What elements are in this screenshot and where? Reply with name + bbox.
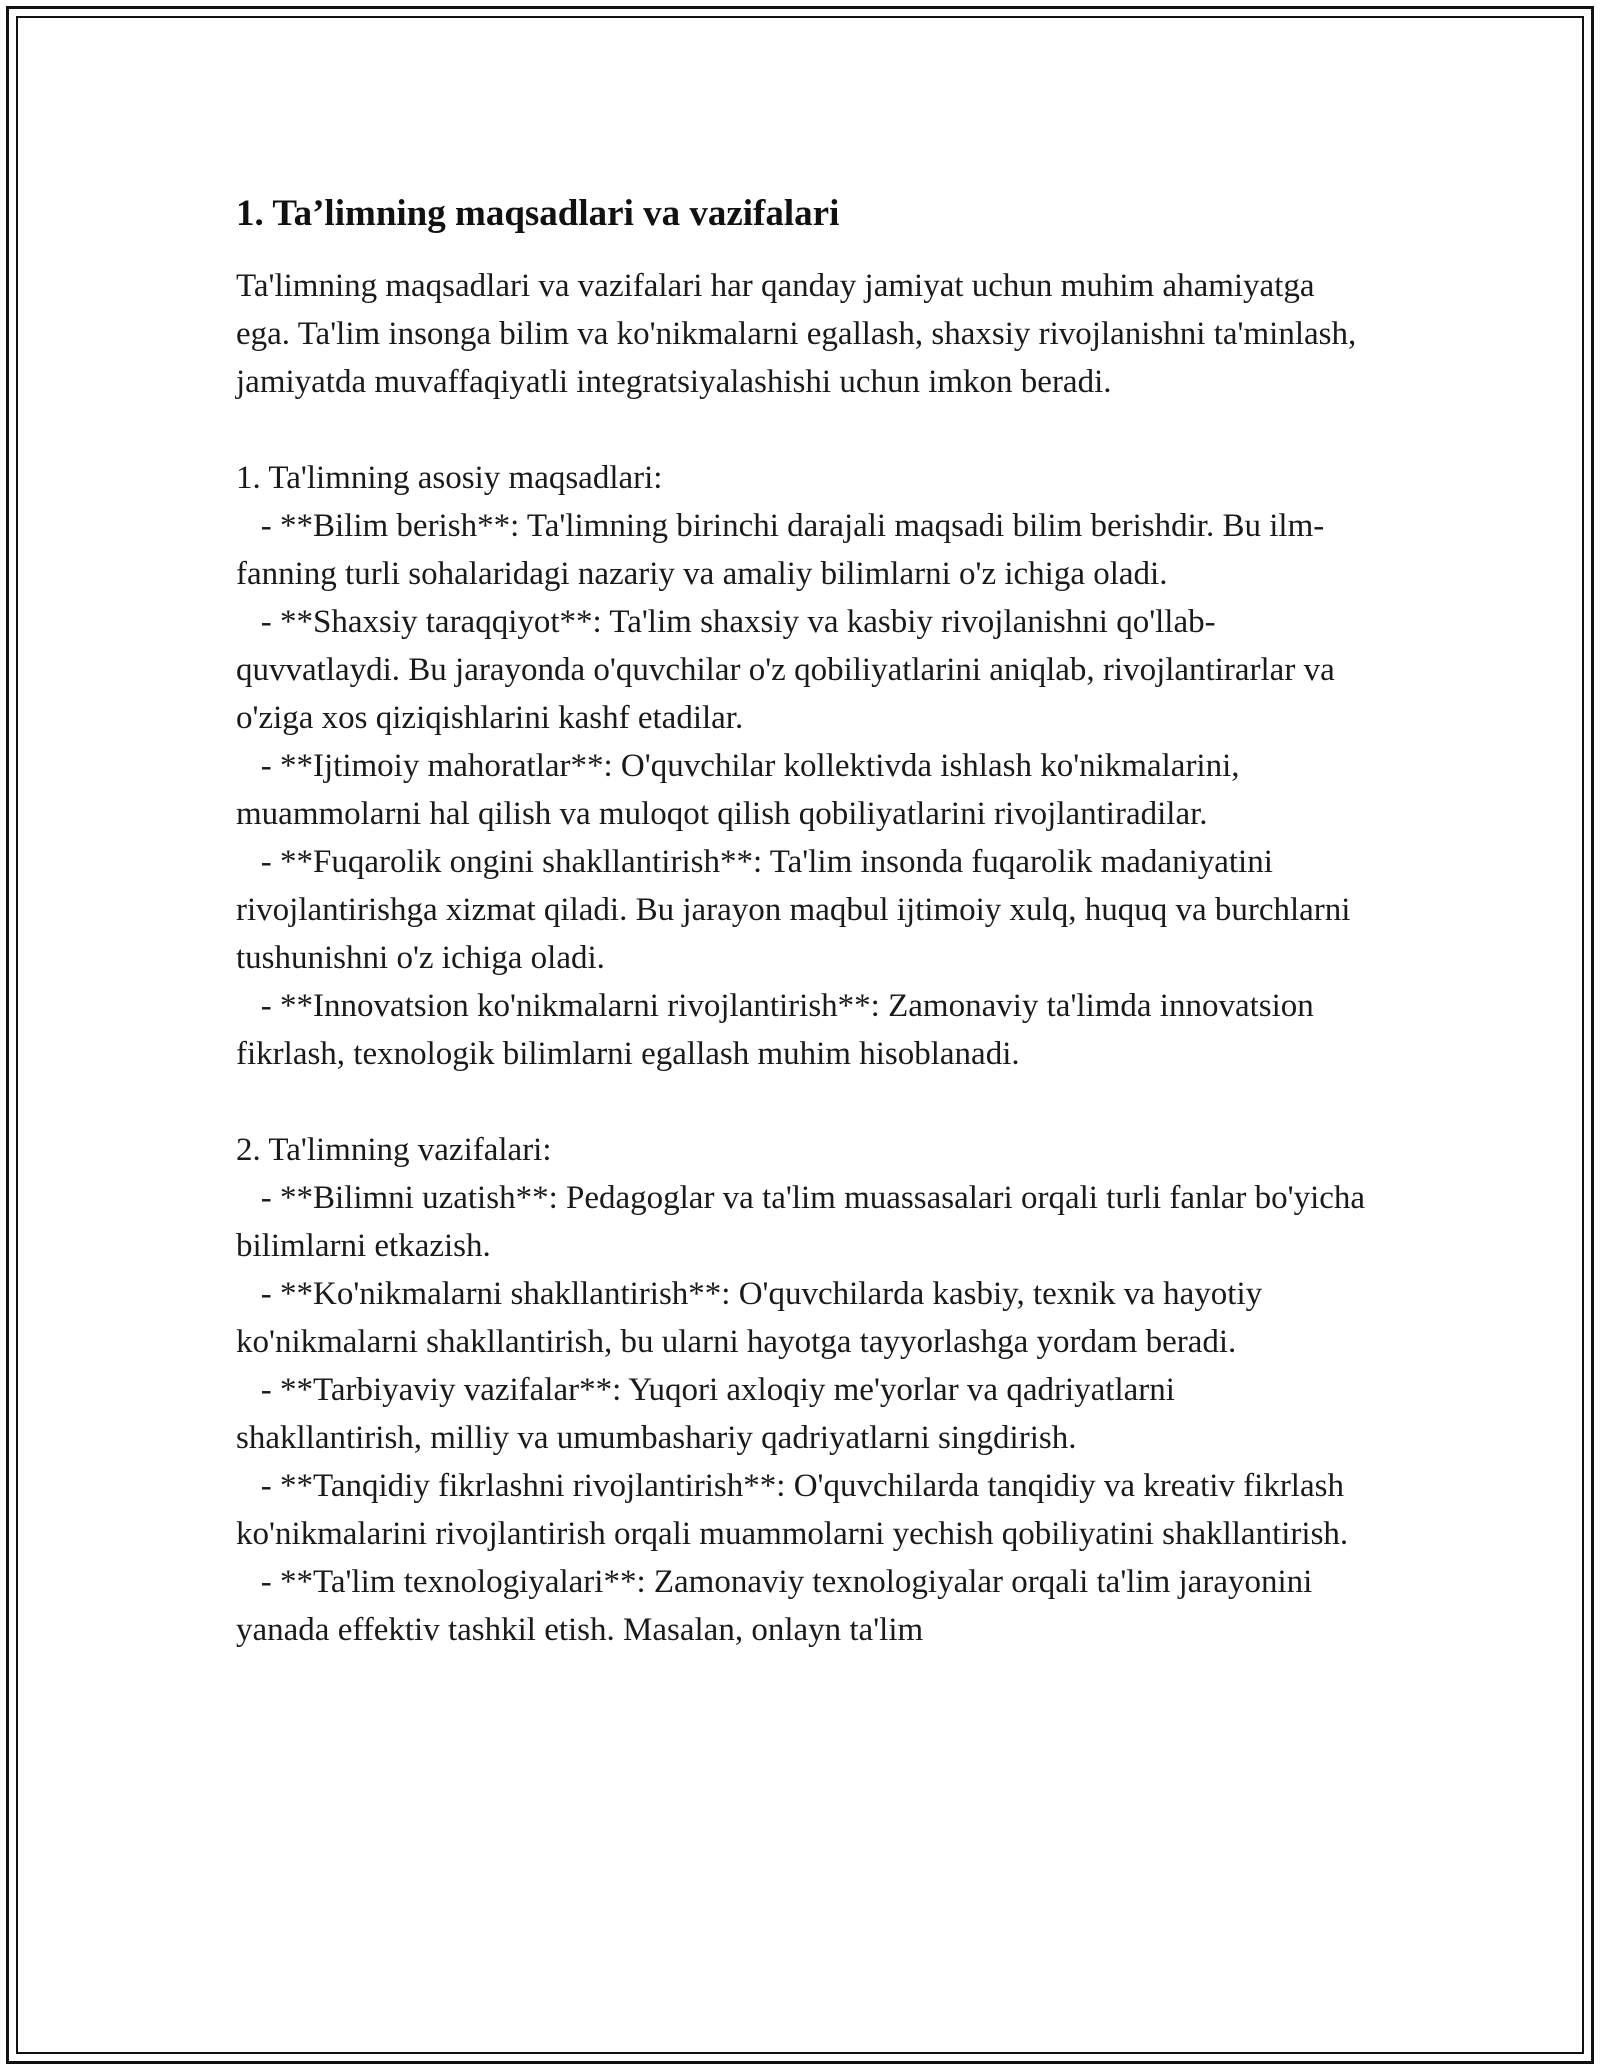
list-item: - **Ko'nikmalarni shakllantirish**: O'quvchilarda kasbiy, texnik va hayotiy ko'nikmalarni shakllantirish, bu ularni hayotga tayyorlashga yordam beradi. — [236, 1276, 1271, 1360]
paragraph-spacer — [236, 406, 1366, 454]
section1-title: 1. Ta'limning asosiy maqsadlari: — [236, 460, 663, 496]
list-item: - **Tarbiyaviy vazifalar**: Yuqori axloqiy me'yorlar va qadriyatlarni shakllantirish, milliy va umumbashariy qadriyatlarni singdirish. — [236, 1372, 1184, 1456]
list-item: - **Tanqidiy fikrlashni rivojlantirish**: O'quvchilarda tanqidiy va kreativ fikrlash ko'nikmalarini rivojlantirish orqali muammolarni yechish qobiliyatini shakllantirish. — [236, 1468, 1353, 1552]
document-body — [236, 186, 1374, 1654]
list-item: - **Innovatsion ko'nikmalarni rivojlantirish**: Zamonaviy ta'limda innovatsion fikrlash, texnologik bilimlarni egallash muhim hisoblanadi. — [236, 988, 1323, 1072]
list-item: - **Fuqarolik ongini shakllantirish**: Ta'lim insonda fuqarolik madaniyatini rivojlantirishga xizmat qiladi. Bu jarayon maqbul ijtimoiy xulq, huquq va burchlarni tushunishni o'z ichiga oladi. — [236, 844, 1359, 976]
list-item: - **Bilimni uzatish**: Pedagoglar va ta'lim muassasalari orqali turli fanlar bo'yicha bilimlarni etkazish. — [236, 1180, 1374, 1264]
intro-paragraph: Ta'limning maqsadlari va vazifalari har qanday jamiyat uchun muhim ahamiyatga ega. Ta'lim insonga bilim va ko'nikmalarni egallash, shaxsiy rivojlanishni ta'minlash, jamiyatda muvaffaqiyatli integratsiyalashishi uchun imkon beradi. — [236, 268, 1365, 400]
list-item: - **Bilim berish**: Ta'limning birinchi darajali maqsadi bilim berishdir. Bu ilm-fanning turli sohalaridagi nazariy va amaliy bilimlarni o'z ichiga oladi. — [236, 508, 1325, 592]
paragraph-spacer — [236, 1078, 1366, 1126]
section2-title: 2. Ta'limning vazifalari: — [236, 1132, 552, 1168]
list-item: - **Shaxsiy taraqqiyot**: Ta'lim shaxsiy va kasbiy rivojlanishni qo'llab-quvvatlaydi. Bu jarayonda o'quvchilar o'z qobiliyatlarini aniqlab, rivojlantirarlar va o'ziga xos qiziqishlarini kashf etadilar. — [236, 604, 1343, 736]
list-item: - **Ijtimoiy mahoratlar**: O'quvchilar kollektivda ishlash ko'nikmalarini, muammolarni hal qilish va muloqot qilish qobiliyatlarini rivojlantiradilar. — [236, 748, 1248, 832]
list-item: - **Ta'lim texnologiyalari**: Zamonaviy texnologiyalar orqali ta'lim jarayonini yanada effektiv tashkil etish. Masalan, onlayn ta'lim — [236, 1564, 1321, 1648]
section-heading: 1. Ta’limning maqsadlari va vazifalari — [236, 193, 840, 234]
